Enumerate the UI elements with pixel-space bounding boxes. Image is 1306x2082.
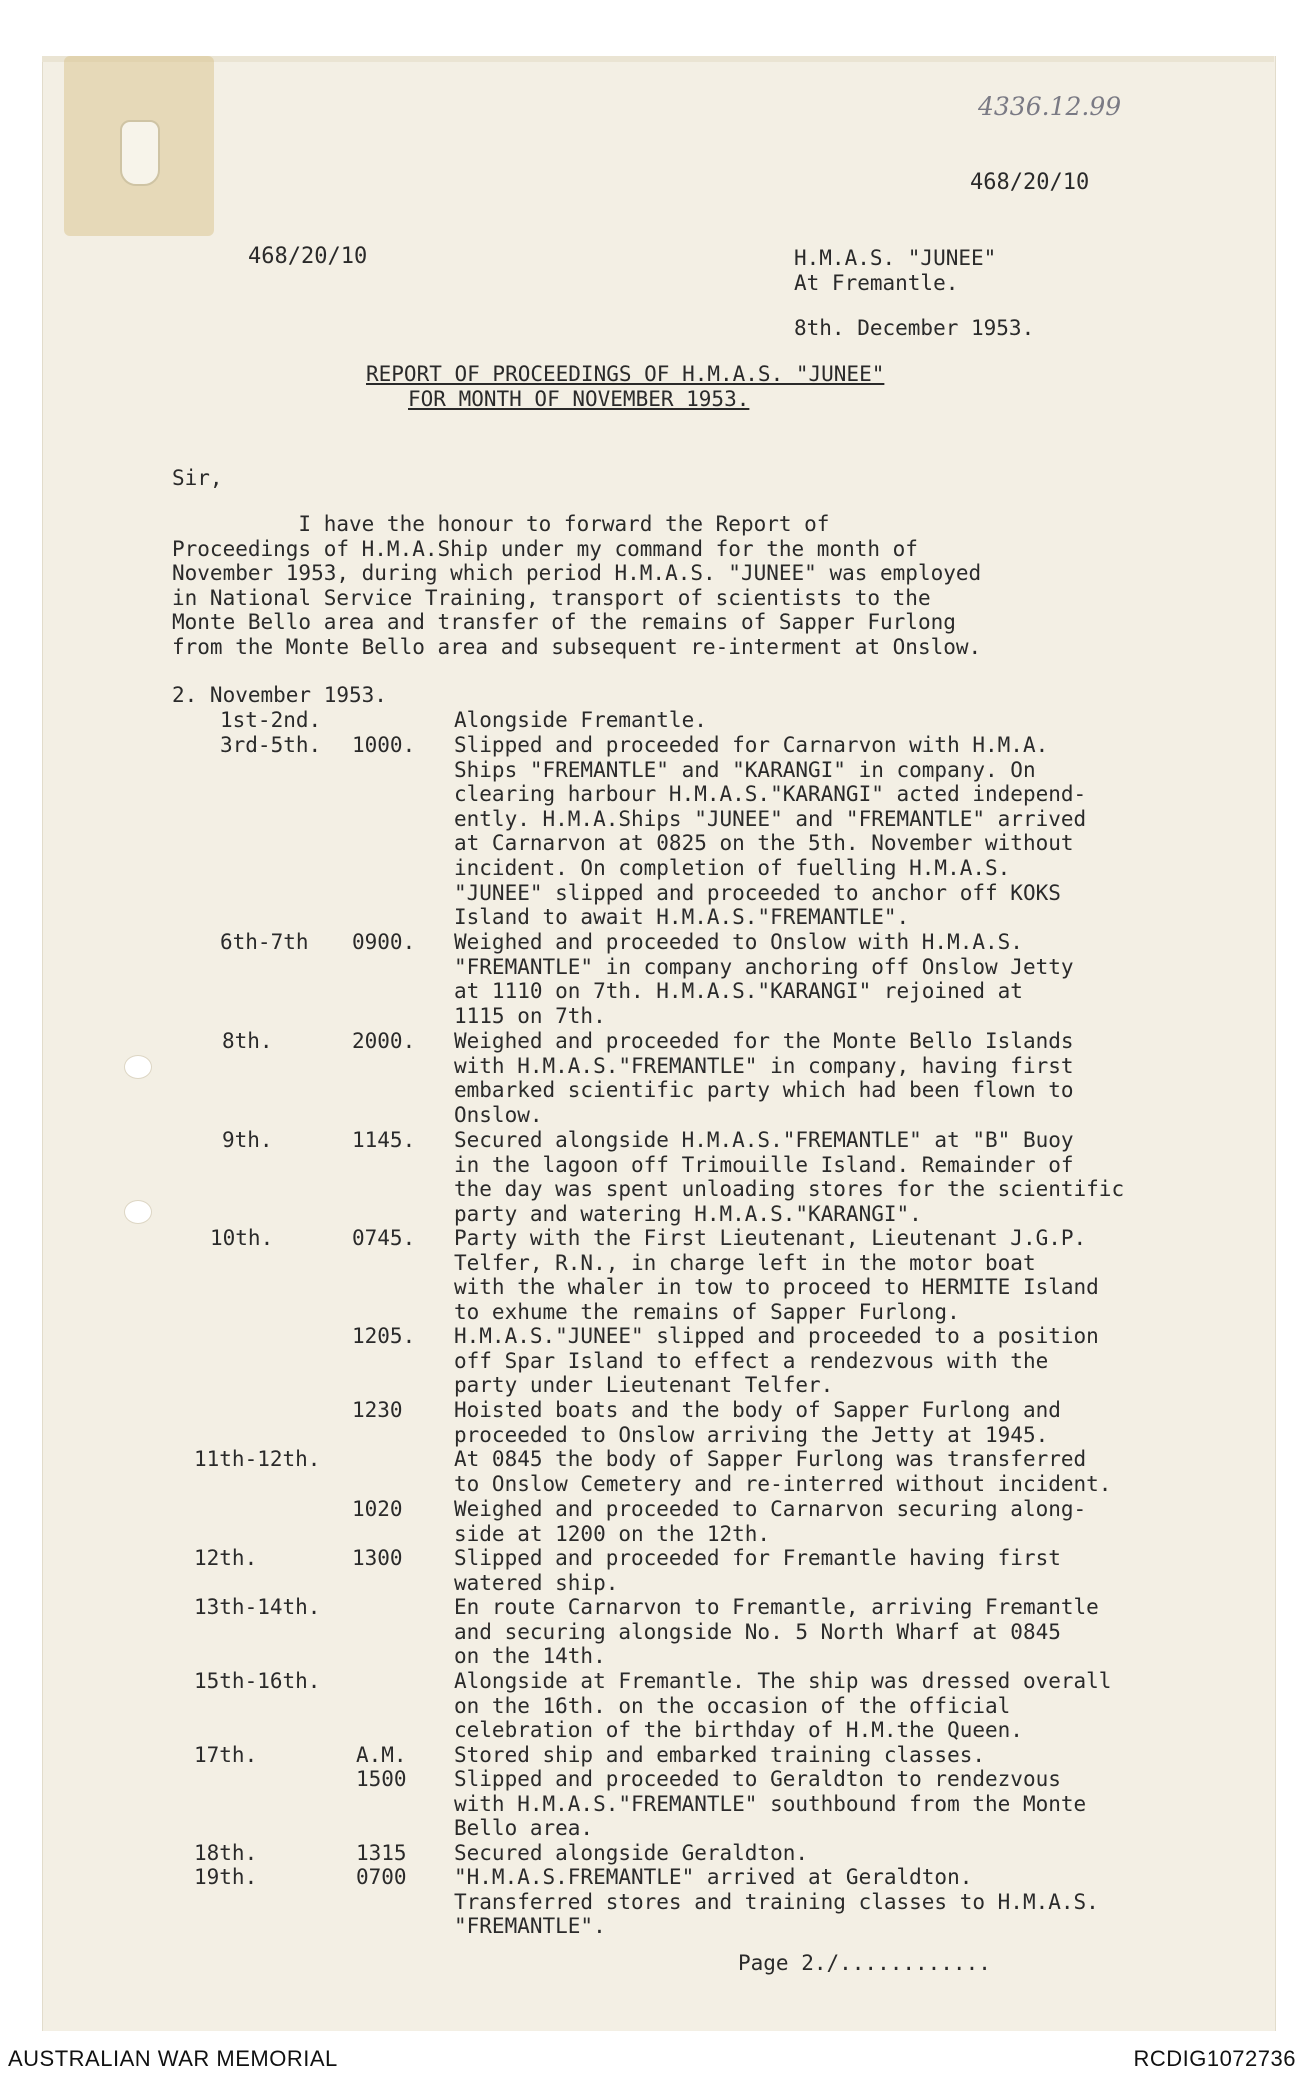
entry-day: 17th. [194, 1743, 258, 1767]
entry-text: Hoisted boats and the body of Sapper Furlong and proceeded to Onslow arriving the Jetty at 1945. [454, 1398, 1061, 1447]
entry-text: Alongside Fremantle. [454, 708, 707, 732]
file-reference-left: 468/20/10 [248, 244, 368, 269]
entry-day: 15th-16th. [194, 1669, 321, 1693]
entry-time: 0745. [352, 1226, 416, 1250]
entry-day: 8th. [222, 1029, 273, 1053]
entry-day: 10th. [210, 1226, 274, 1250]
entry-time: A.M. [356, 1743, 407, 1767]
entry-text: Stored ship and embarked training classes. [454, 1743, 986, 1767]
entry-day: 3rd-5th. [220, 733, 322, 757]
section-heading: 2. November 1953. [172, 683, 387, 707]
entry-text: En route Carnarvon to Fremantle, arriving Fremantle and securing alongside No. 5 North Wharf at 0845 on the 14th. [454, 1595, 1099, 1669]
report-date: 8th. December 1953. [794, 316, 1035, 340]
report-title-line-1: REPORT OF PROCEEDINGS OF H.M.A.S. "JUNEE" [366, 362, 885, 386]
entry-text: H.M.A.S."JUNEE" slipped and proceeded to a position off Spar Island to effect a rendezvous with the party under Lieutenant Telfer. [454, 1324, 1099, 1398]
entry-text: Secured alongside H.M.A.S."FREMANTLE" at "B" Buoy in the lagoon off Trimouille Island. Remainder of the day was spent unloading stores for the scientific party and watering H.M.A.S."KARANGI". [454, 1128, 1125, 1226]
entry-time: 1145. [352, 1128, 416, 1152]
entry-text: Party with the First Lieutenant, Lieutenant J.G.P. Telfer, R.N., in charge left in the motor boat with the whaler in tow to proceed to HERMITE Island to exhume the remains of Sapper Furlong. [454, 1226, 1099, 1324]
entry-day: 18th. [194, 1841, 258, 1865]
entry-time: 0700 [356, 1865, 407, 1889]
ship-name: H.M.A.S. "JUNEE" [794, 246, 997, 270]
entry-text: Slipped and proceeded for Carnarvon with H.M.A. Ships "FREMANTLE" and "KARANGI" in company. On clearing harbour H.M.A.S."KARANGI" acted independ- ently. H.M.A.Ships "JUNEE" and "FREMANTLE" arrived at Carnarvon at 0825 on the 5th. November without incident. On completion of fuelling H.M.A.S. "JUNEE" slipped and proceeded to anchor off KOKS Island to await H.M.A.S."FREMANTLE". [454, 733, 1087, 930]
entry-time: 1020 [352, 1497, 403, 1521]
entry-time: 1315 [356, 1841, 407, 1865]
sheet-top-edge [42, 56, 1274, 62]
intro-line: November 1953, during which period H.M.A.S. "JUNEE" was employed [172, 561, 982, 585]
entry-time: 2000. [352, 1029, 416, 1053]
intro-line: in National Service Training, transport of scientists to the [172, 586, 931, 610]
entry-time: 1000. [352, 733, 416, 757]
entry-time: 0900. [352, 930, 416, 954]
entry-text: Weighed and proceeded for the Monte Bello Islands with H.M.A.S."FREMANTLE" in company, having first embarked scientific party which had been flown to Onslow. [454, 1029, 1074, 1127]
entry-time: 1300 [352, 1546, 403, 1570]
handwritten-reference: 4336.12.99 [978, 92, 1122, 121]
intro-line: Monte Bello area and transfer of the remains of Sapper Furlong [172, 610, 956, 634]
intro-line: I have the honour to forward the Report of [172, 512, 830, 536]
salutation: Sir, [172, 466, 223, 490]
entry-text: Slipped and proceeded to Geraldton to rendezvous with H.M.A.S."FREMANTLE" southbound from the Monte Bello area. [454, 1767, 1087, 1841]
file-reference-top: 468/20/10 [970, 170, 1090, 195]
entry-day: 6th-7th [220, 930, 309, 954]
punch-hole-1 [124, 1055, 152, 1079]
entry-day: 11th-12th. [194, 1447, 321, 1471]
entry-day: 13th-14th. [194, 1595, 321, 1619]
entry-text: Alongside at Fremantle. The ship was dressed overall on the 16th. on the occasion of the official celebration of the birthday of H.M.the Queen. [454, 1669, 1112, 1743]
report-title-line-2: FOR MONTH OF NOVEMBER 1953. [408, 387, 750, 411]
entry-text: Secured alongside Geraldton. [454, 1841, 809, 1865]
archive-footer-right: RCDIG1072736 [1133, 2046, 1296, 2071]
punch-hole-2 [124, 1200, 152, 1224]
entry-day: 12th. [194, 1546, 258, 1570]
entry-text: "H.M.A.S.FREMANTLE" arrived at Geraldton. Transferred stores and training classes to H.M.A.S. "FREMANTLE". [454, 1865, 1099, 1939]
page-continuation: Page 2./............ [738, 1951, 991, 1975]
entry-text: Weighed and proceeded to Onslow with H.M.A.S. "FREMANTLE" in company anchoring off Onslow Jetty at 1110 on 7th. H.M.A.S."KARANGI" rejoined at 1115 on 7th. [454, 930, 1074, 1028]
entry-day: 1st-2nd. [220, 708, 322, 732]
entry-text: Slipped and proceeded for Fremantle having first watered ship. [454, 1546, 1061, 1595]
entry-text: Weighed and proceeded to Carnarvon securing along- side at 1200 on the 12th. [454, 1497, 1087, 1546]
entry-text: At 0845 the body of Sapper Furlong was transferred to Onslow Cemetery and re-interred without incident. [454, 1447, 1112, 1496]
binding-hole [120, 120, 160, 186]
entry-day: 9th. [222, 1128, 273, 1152]
ship-location: At Fremantle. [794, 271, 959, 295]
intro-line: from the Monte Bello area and subsequent re-interment at Onslow. [172, 635, 982, 659]
archive-footer-left: AUSTRALIAN WAR MEMORIAL [8, 2046, 338, 2071]
entry-time: 1500 [356, 1767, 407, 1791]
intro-line: Proceedings of H.M.A.Ship under my command for the month of [172, 537, 918, 561]
entry-time: 1230 [352, 1398, 403, 1422]
entry-time: 1205. [352, 1324, 416, 1348]
entry-day: 19th. [194, 1865, 258, 1889]
